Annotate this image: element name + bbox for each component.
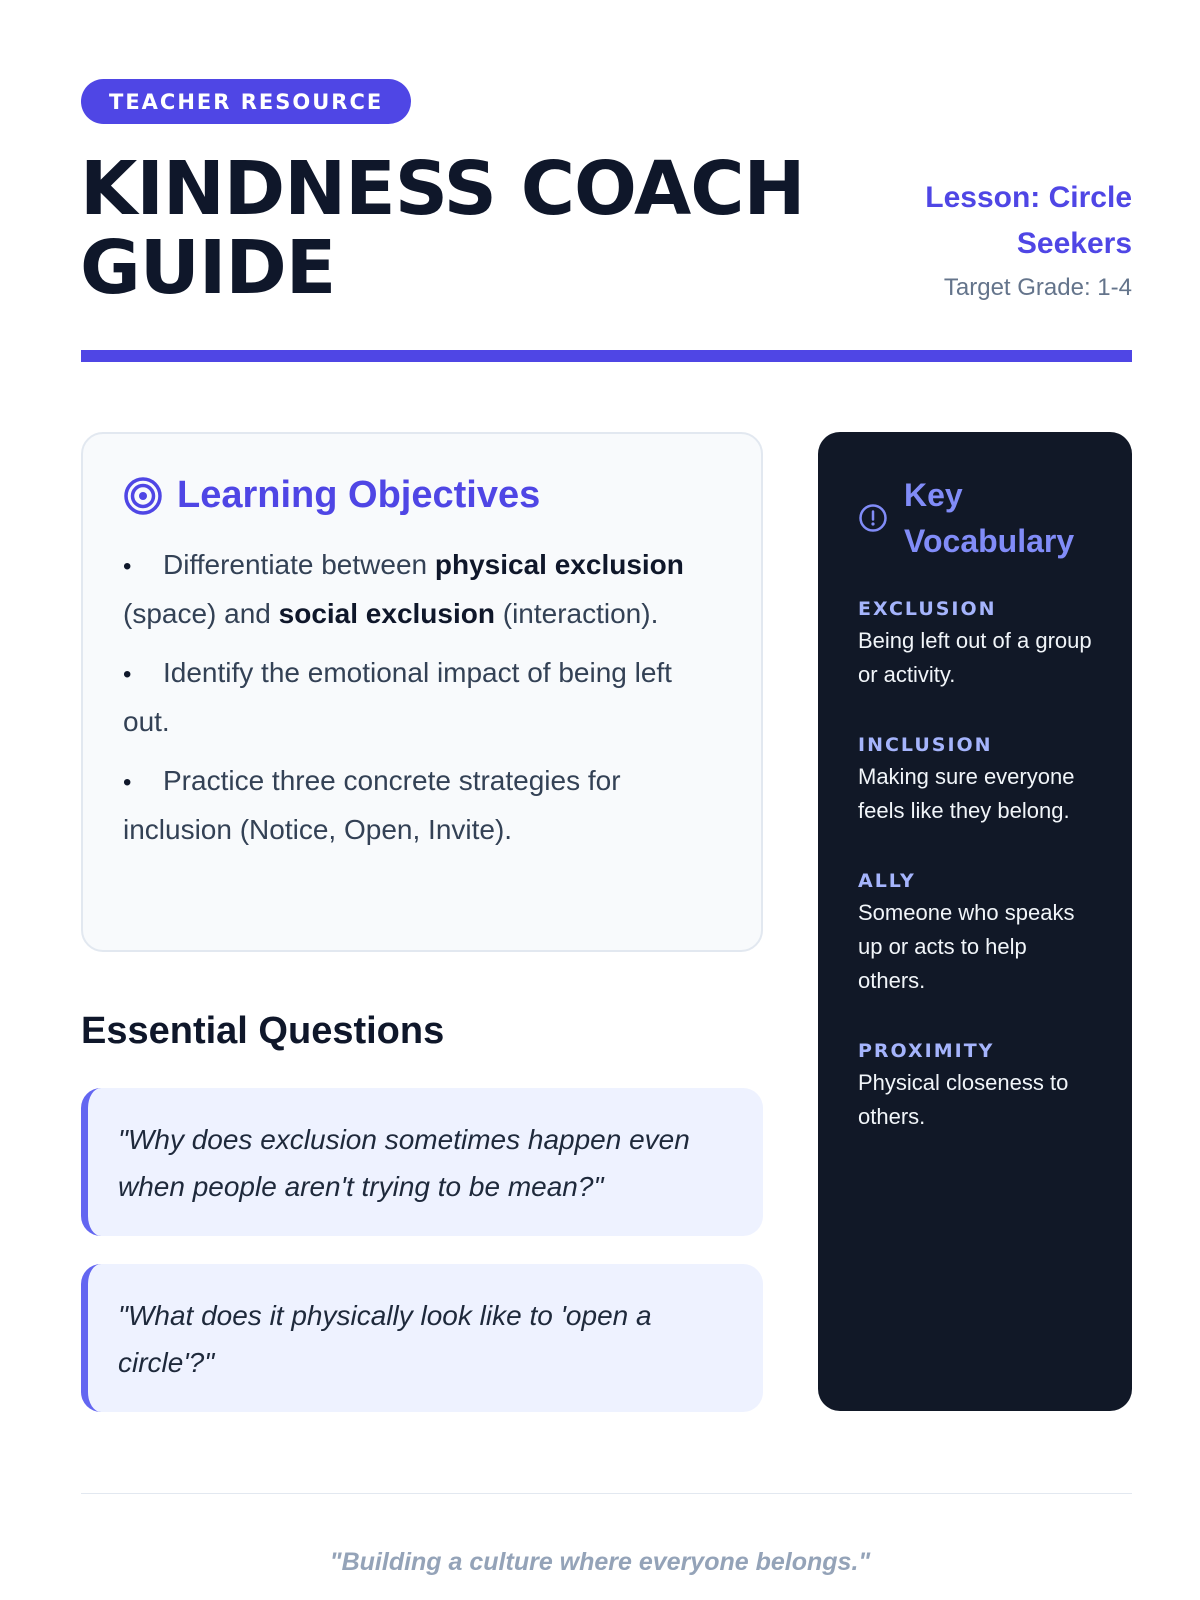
objective-keyword: physical exclusion [434,549,684,580]
vocabulary-list [858,596,1092,1134]
term-definition: Someone who speaks up or acts to help others. [858,900,1075,993]
term-word: ALLY [858,870,916,892]
alert-circle-icon [858,503,888,533]
vocabulary-header [858,472,1092,564]
essential-question: "What does it physically look like to 'open a circle'?" [81,1264,763,1412]
objectives-header [123,474,721,517]
objective-item [123,757,721,853]
objective-text: Practice three concrete strategies for inclusion (Notice, Open, Invite). [123,765,621,845]
objective-item [123,649,721,745]
page-title: KINDNESS COACH GUIDE [80,146,805,311]
objective-text: (space) and [123,598,279,629]
term-definition: Being left out of a group or activity. [858,628,1092,687]
target-grade: Target Grade: 1-4 [943,274,1132,301]
key-vocabulary-panel [818,432,1132,1411]
vocabulary-term [858,596,1092,692]
target-icon [123,476,163,516]
objective-keyword: social exclusion [278,598,495,629]
objective-item [123,541,721,637]
bullet-icon: • [123,553,132,580]
term-word: PROXIMITY [858,1040,995,1062]
bullet-icon: • [123,661,132,688]
vocabulary-title: Key Vocabulary [904,477,1075,559]
footer-tagline: "Building a culture where everyone belongs." [329,1548,871,1576]
term-word: EXCLUSION [858,598,997,620]
vocabulary-term [858,732,1092,828]
objective-text: Differentiate between [163,549,435,580]
teacher-resource-badge: TEACHER RESOURCE [81,79,411,124]
objectives-list [123,541,721,853]
bullet-icon: • [123,769,132,796]
term-word: INCLUSION [858,734,993,756]
footer-divider [81,1493,1132,1494]
vocabulary-term [858,1038,1092,1134]
learning-objectives-card [81,432,763,952]
header-divider [81,350,1132,362]
objective-text: (interaction). [494,598,659,629]
term-definition: Making sure everyone feels like they belong. [858,764,1075,823]
objective-text: Identify the emotional impact of being left out. [123,657,672,737]
vocabulary-term [858,868,1092,998]
essential-questions-title: Essential Questions [81,1010,445,1052]
lesson-info [892,175,1132,305]
term-definition: Physical closeness to others. [858,1070,1069,1129]
essential-question: "Why does exclusion sometimes happen even when people aren't trying to be mean?" [81,1088,763,1236]
lesson-title: Lesson: Circle Seekers [925,181,1132,260]
objectives-title: Learning Objectives [177,474,541,516]
